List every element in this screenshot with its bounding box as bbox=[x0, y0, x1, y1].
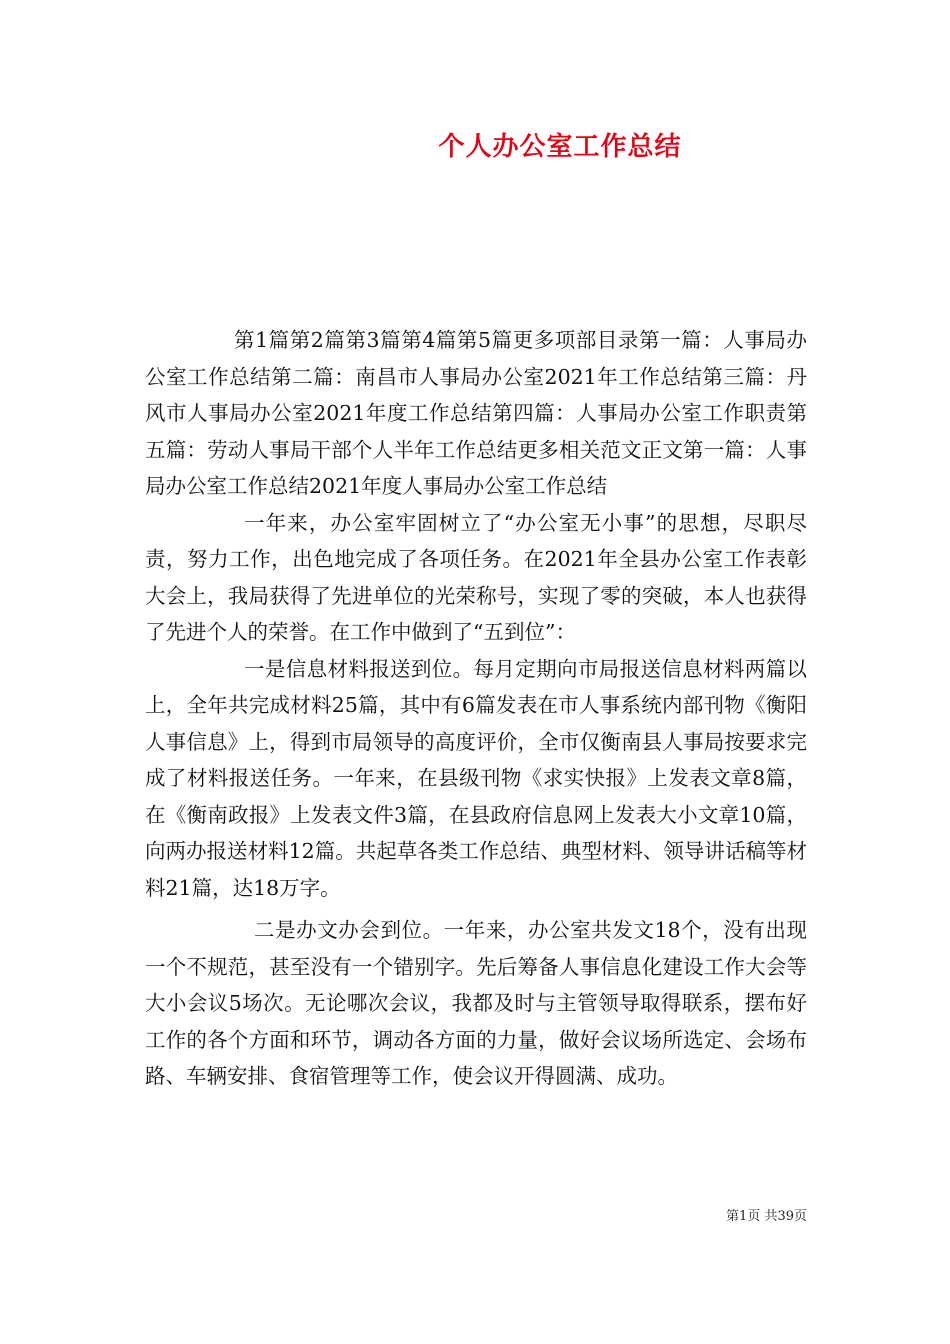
info-materials-paragraph: 一是信息材料报送到位。每月定期向市局报送信息材料两篇以上，全年共完成材料25篇，其中有6篇发表在市人事系统内部刊物《衡阳人事信息》上，得到市局领导的高度评价，全市仅衡南县人事局按要求完成了材料报送任务。一年来，在县级刊物《求实快报》上发表文章8篇，在《衡南政报》上发表文件3篇，在县政府信息网上发表大小文章10篇，向两办报送材料12篇。共起草各类工作总结、典型材料、领导讲话稿等材料21篇，达18万字。 bbox=[145, 656, 807, 900]
intro-paragraph: 一年来，办公室牢固树立了“办公室无小事”的思想，尽职尽责，努力工作，出色地完成了各项任务。在2021年全县办公室工作表彰大会上，我局获得了先进单位的光荣称号，实现了零的突破，本人也获得了先进个人的荣誉。在工作中做到了“五到位”： bbox=[145, 510, 807, 644]
document-body bbox=[145, 322, 807, 1095]
documents-meetings-paragraph: 二是办文办会到位。一年来，办公室共发文18个，没有出现一个不规范，甚至没有一个错别字。先后筹备人事信息化建设工作大会等大小会议5场次。无论哪次会议，我都及时与主管领导取得联系，摆布好工作的各个方面和环节，调动各方面的力量，做好会议场所选定、会场布路、车辆安排、食宿管理等工作，使会议开得圆满、成功。 bbox=[145, 918, 807, 1088]
page-number: 第1页 共39页 bbox=[726, 1209, 807, 1224]
table-of-contents-paragraph: 第1篇第2篇第3篇第4篇第5篇更多项部目录第一篇：人事局办公室工作总结第二篇：南昌市人事局办公室2021年工作总结第三篇：丹风市人事局办公室2021年度工作总结第四篇：人事局办公室工作职责第五篇：劳动人事局干部个人半年工作总结更多相关范文正文第一篇：人事局办公室工作总结2021年度人事局办公室工作总结 bbox=[145, 328, 807, 498]
document-title: 个人办公室工作总结 bbox=[438, 132, 682, 162]
